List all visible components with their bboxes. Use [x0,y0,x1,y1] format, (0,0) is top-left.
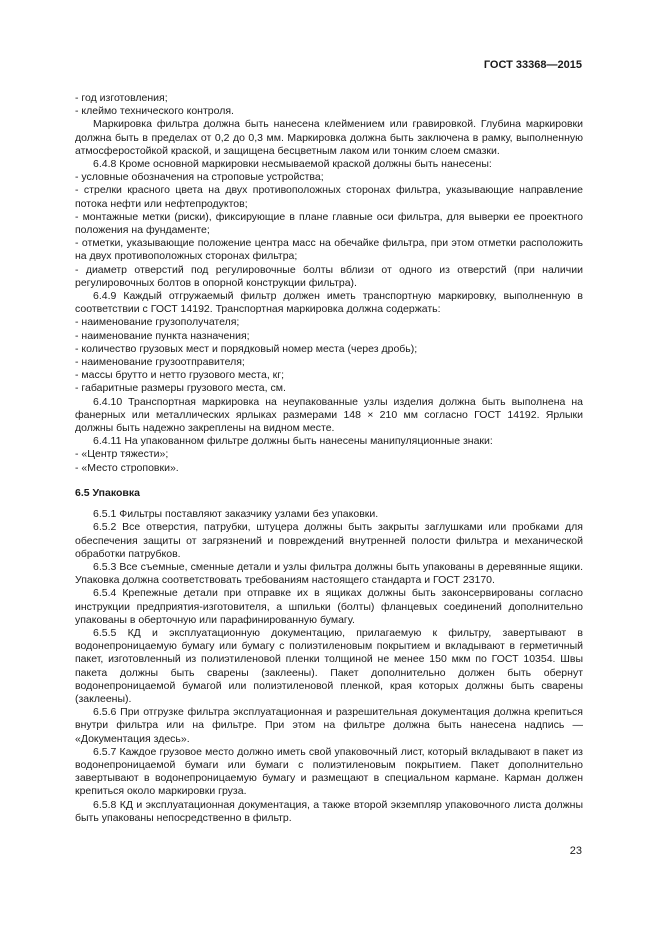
list-item: - наименование грузоотправителя; [75,356,245,369]
list-item: - клеймо технического контроля. [75,105,234,118]
paragraph: 6.4.9 Каждый отгружаемый фильтр должен иметь транспортную маркировку, выполненную в соответствии с ГОСТ 14192. Транспортная маркировка должна содержать: [75,290,583,316]
list-item: - «Центр тяжести»; [75,448,169,461]
paragraph: 6.5.5 КД и эксплуатационную документацию, прилагаемую к фильтру, завертывают в водонепроницаемую бумагу или бумагу с полиэтиленовым покрытием и вкладывают в герметичный пакет, изготовленный из полиэтиленовой пленки толщиной не менее 150 мкм по ГОСТ 10354. Швы пакета должны быть сварены (заклеены). Пакет дополнительно должен быть обернут водонепроницаемой бумагой или полиэтиленовой пленкой, края которых должны быть сварены (заклеены). [75,626,583,705]
paragraph: 6.5.1 Фильтры поставляют заказчику узлами без упаковки. [93,508,379,521]
paragraph: 6.4.11 На упакованном фильтре должны быть нанесены манипуляционные знаки: [93,435,493,448]
list-item: - наименование пункта назначения; [75,329,250,342]
list-item: - массы брутто и нетто грузового места, кг; [75,369,285,382]
page-number: 23 [569,845,582,857]
list-item: - габаритные размеры грузового места, см. [75,382,286,395]
paragraph: 6.4.10 Транспортная маркировка на неупакованные узлы изделия должна быть выполнена на фанерных или металлических ярлыках размерами 148 × 210 мм согласно ГОСТ 14192. Ярлыки должны быть надежно закреплены на видном месте. [75,395,583,435]
list-item: - стрелки красного цвета на двух противоположных сторонах фильтра, указывающие направление потока нефти или нефтепродуктов; [75,184,583,210]
paragraph: 6.5.8 КД и эксплуатационная документация, а также второй экземпляр упаковочного листа должны быть упакованы непосредственно в фильтр. [75,798,583,824]
section-heading: 6.5 Упаковка [75,486,140,499]
list-item: - год изготовления; [75,92,168,104]
paragraph: 6.5.3 Все съемные, сменные детали и узлы фильтра должны быть упакованы в деревянные ящики. Упаковка должна соответствовать требованиям настоящего стандарта и ГОСТ 23170. [75,560,583,587]
document-code: ГОСТ 33368—2015 [483,59,582,71]
paragraph: 6.4.8 Кроме основной маркировки несмываемой краской должны быть нанесены: [93,158,492,171]
list-item: - наименование грузополучателя; [75,316,240,329]
paragraph: Маркировка фильтра должна быть нанесена клеймением или гравировкой. Глубина маркировки должна быть в пределах от 0,2 до 0,3 мм. Маркировка должна быть заключена в рамку, выполненную атмосферостойкой краской, и защищена бесцветным лаком или тонким слоем смазки. [75,118,583,157]
paragraph: 6.5.4 Крепежные детали при отправке их в ящиках должны быть законсервированы согласно инструкции предприятия-изготовителя, а шпильки (болты) фланцевых соединений дополнительно упакованы в оберточную или парафинированную бумагу. [75,587,583,626]
document-body [75,92,583,825]
list-item: - условные обозначения на строповые устройства; [75,171,324,184]
list-item: - диаметр отверстий под регулировочные болты вблизи от одного из отверстий (при наличии регулировочных болтов в опорной конструкции фильтра). [75,263,583,289]
paragraph: 6.5.2 Все отверстия, патрубки, штуцера должны быть закрыты заглушками или пробками для обеспечения защиты от загрязнений и повреждений внутренней полости фильтра и механической обработки патрубков. [75,521,583,560]
list-item: - монтажные метки (риски), фиксирующие в плане главные оси фильтра, для выверки ее проектного положения на фундаменте; [75,210,583,237]
paragraph: 6.5.7 Каждое грузовое место должно иметь свой упаковочный лист, который вкладывают в пакет из водонепроницаемой бумаги или бумаги с полиэтиленовым покрытием. Пакет дополнительно завертывают в водонепроницаемую бумагу и размещают в специальном кармане. Карман должен крепиться около маркировки груза. [75,745,583,798]
list-item: - отметки, указывающие положение центра масс на обечайке фильтра, при этом отметки расположить на двух противоположных сторонах фильтра; [75,237,583,263]
list-item: - количество грузовых мест и порядковый номер места (через дробь); [75,342,418,355]
list-item: - «Место строповки». [75,461,179,474]
paragraph: 6.5.6 При отгрузке фильтра эксплуатационная и разрешительная документация должна крепиться внутри фильтра или на фильтре. При этом на фильтре должна быть нанесена надпись — «Документация здесь». [75,706,583,745]
